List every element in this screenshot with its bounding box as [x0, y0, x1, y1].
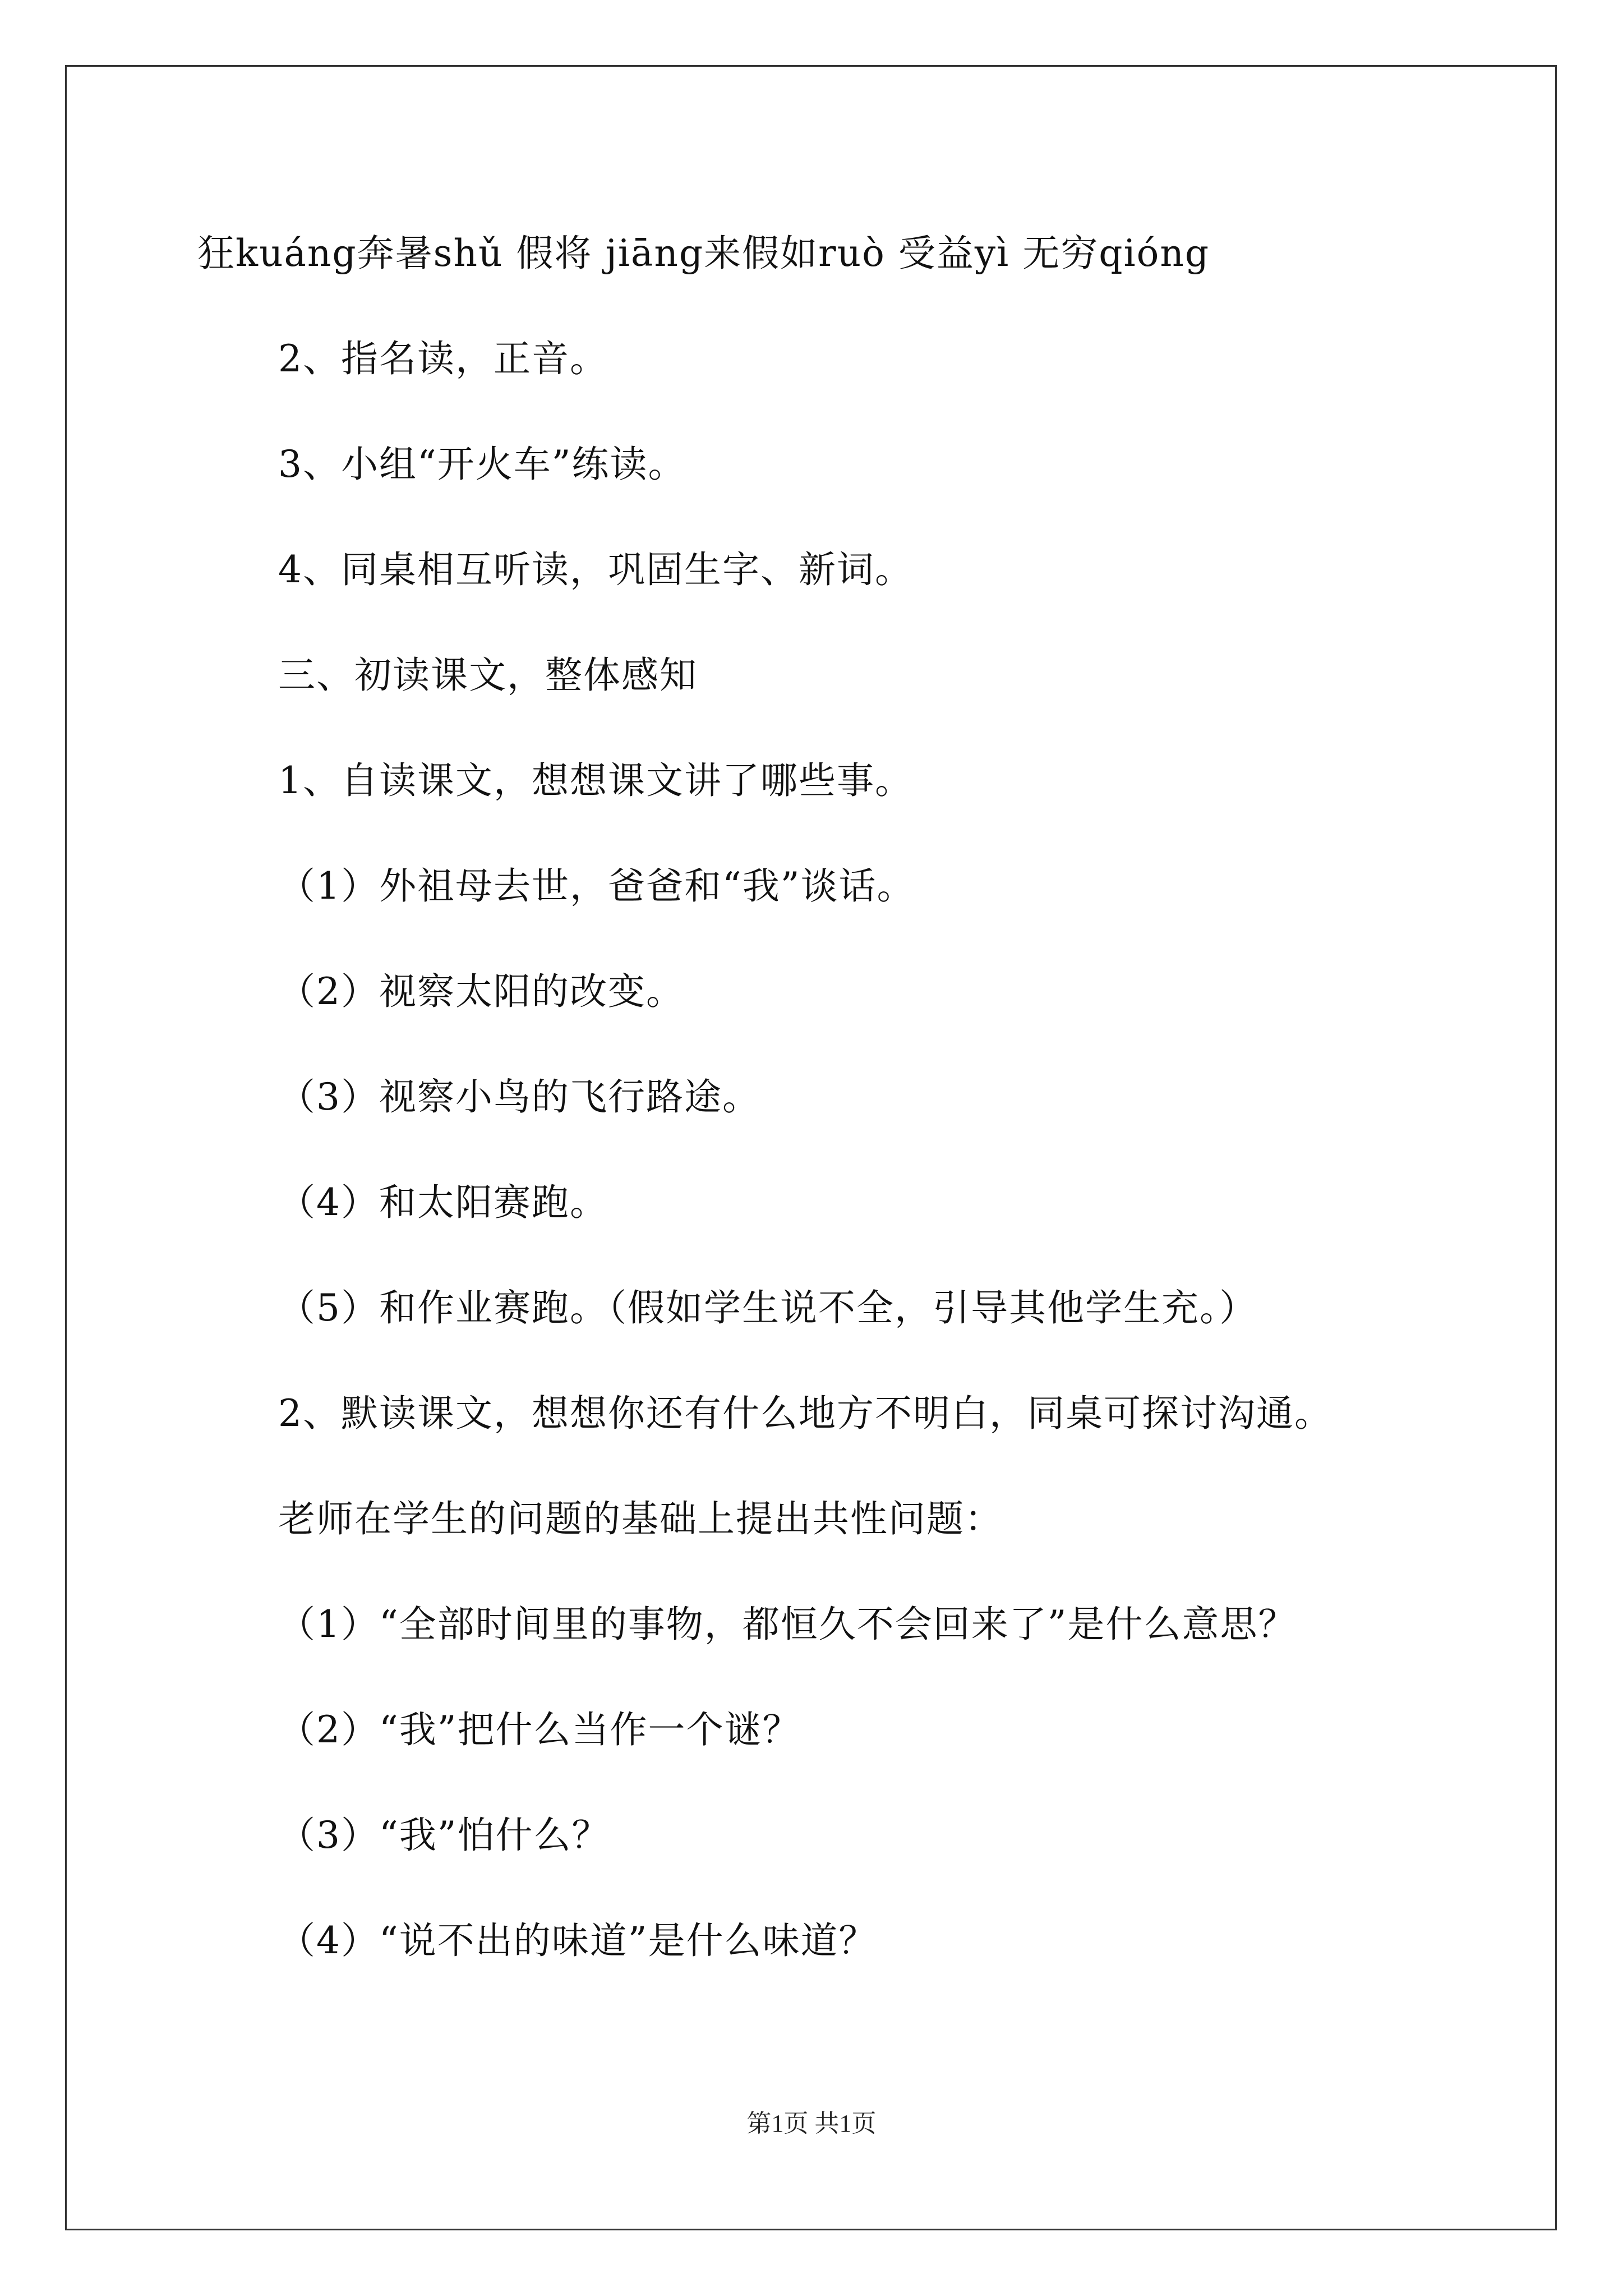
list-item: （4）“说不出的味道”是什么味道？ — [278, 1919, 877, 1962]
text-line: 2、默读课文，想想你还有什么地方不明白，同桌可探讨沟通。 — [278, 1392, 1332, 1435]
text-line: 老师在学生的问题的基础上提出共性问题： — [278, 1497, 1003, 1540]
page-frame — [65, 65, 1557, 2230]
list-item: （4）和太阳赛跑。 — [278, 1181, 608, 1224]
text-line: 2、指名读，正音。 — [278, 337, 608, 380]
list-item: （2）“我”把什么当作一个谜？ — [278, 1708, 801, 1751]
section-heading: 三、初读课文，整体感知 — [278, 654, 698, 697]
list-item: （1）“全部时间里的事物，都恒久不会回来了”是什么意思？ — [278, 1603, 1297, 1646]
list-item: （5）和作业赛跑。（假如学生说不全，引导其他学生充。） — [278, 1286, 1257, 1329]
list-item: （2）视察太阳的改变。 — [278, 970, 684, 1013]
text-line: 4、同桌相互听读，巩固生字、新词。 — [278, 548, 913, 591]
text-line-pinyin: 狂kuáng奔暑shǔ 假将 jiāng来假如ruò 受益yì 无穷qióng — [197, 232, 1210, 275]
list-item: （3）视察小鸟的飞行路途。 — [278, 1075, 760, 1119]
page-footer: 第1页 共1页 — [746, 2110, 877, 2137]
text-line: 3、小组“开火车”练读。 — [278, 443, 686, 486]
list-item: （3）“我”怕什么？ — [278, 1814, 610, 1857]
list-item: （1）外祖母去世，爸爸和“我”谈话。 — [278, 864, 915, 908]
text-line: 1、自读课文，想想课文讲了哪些事。 — [278, 759, 913, 802]
